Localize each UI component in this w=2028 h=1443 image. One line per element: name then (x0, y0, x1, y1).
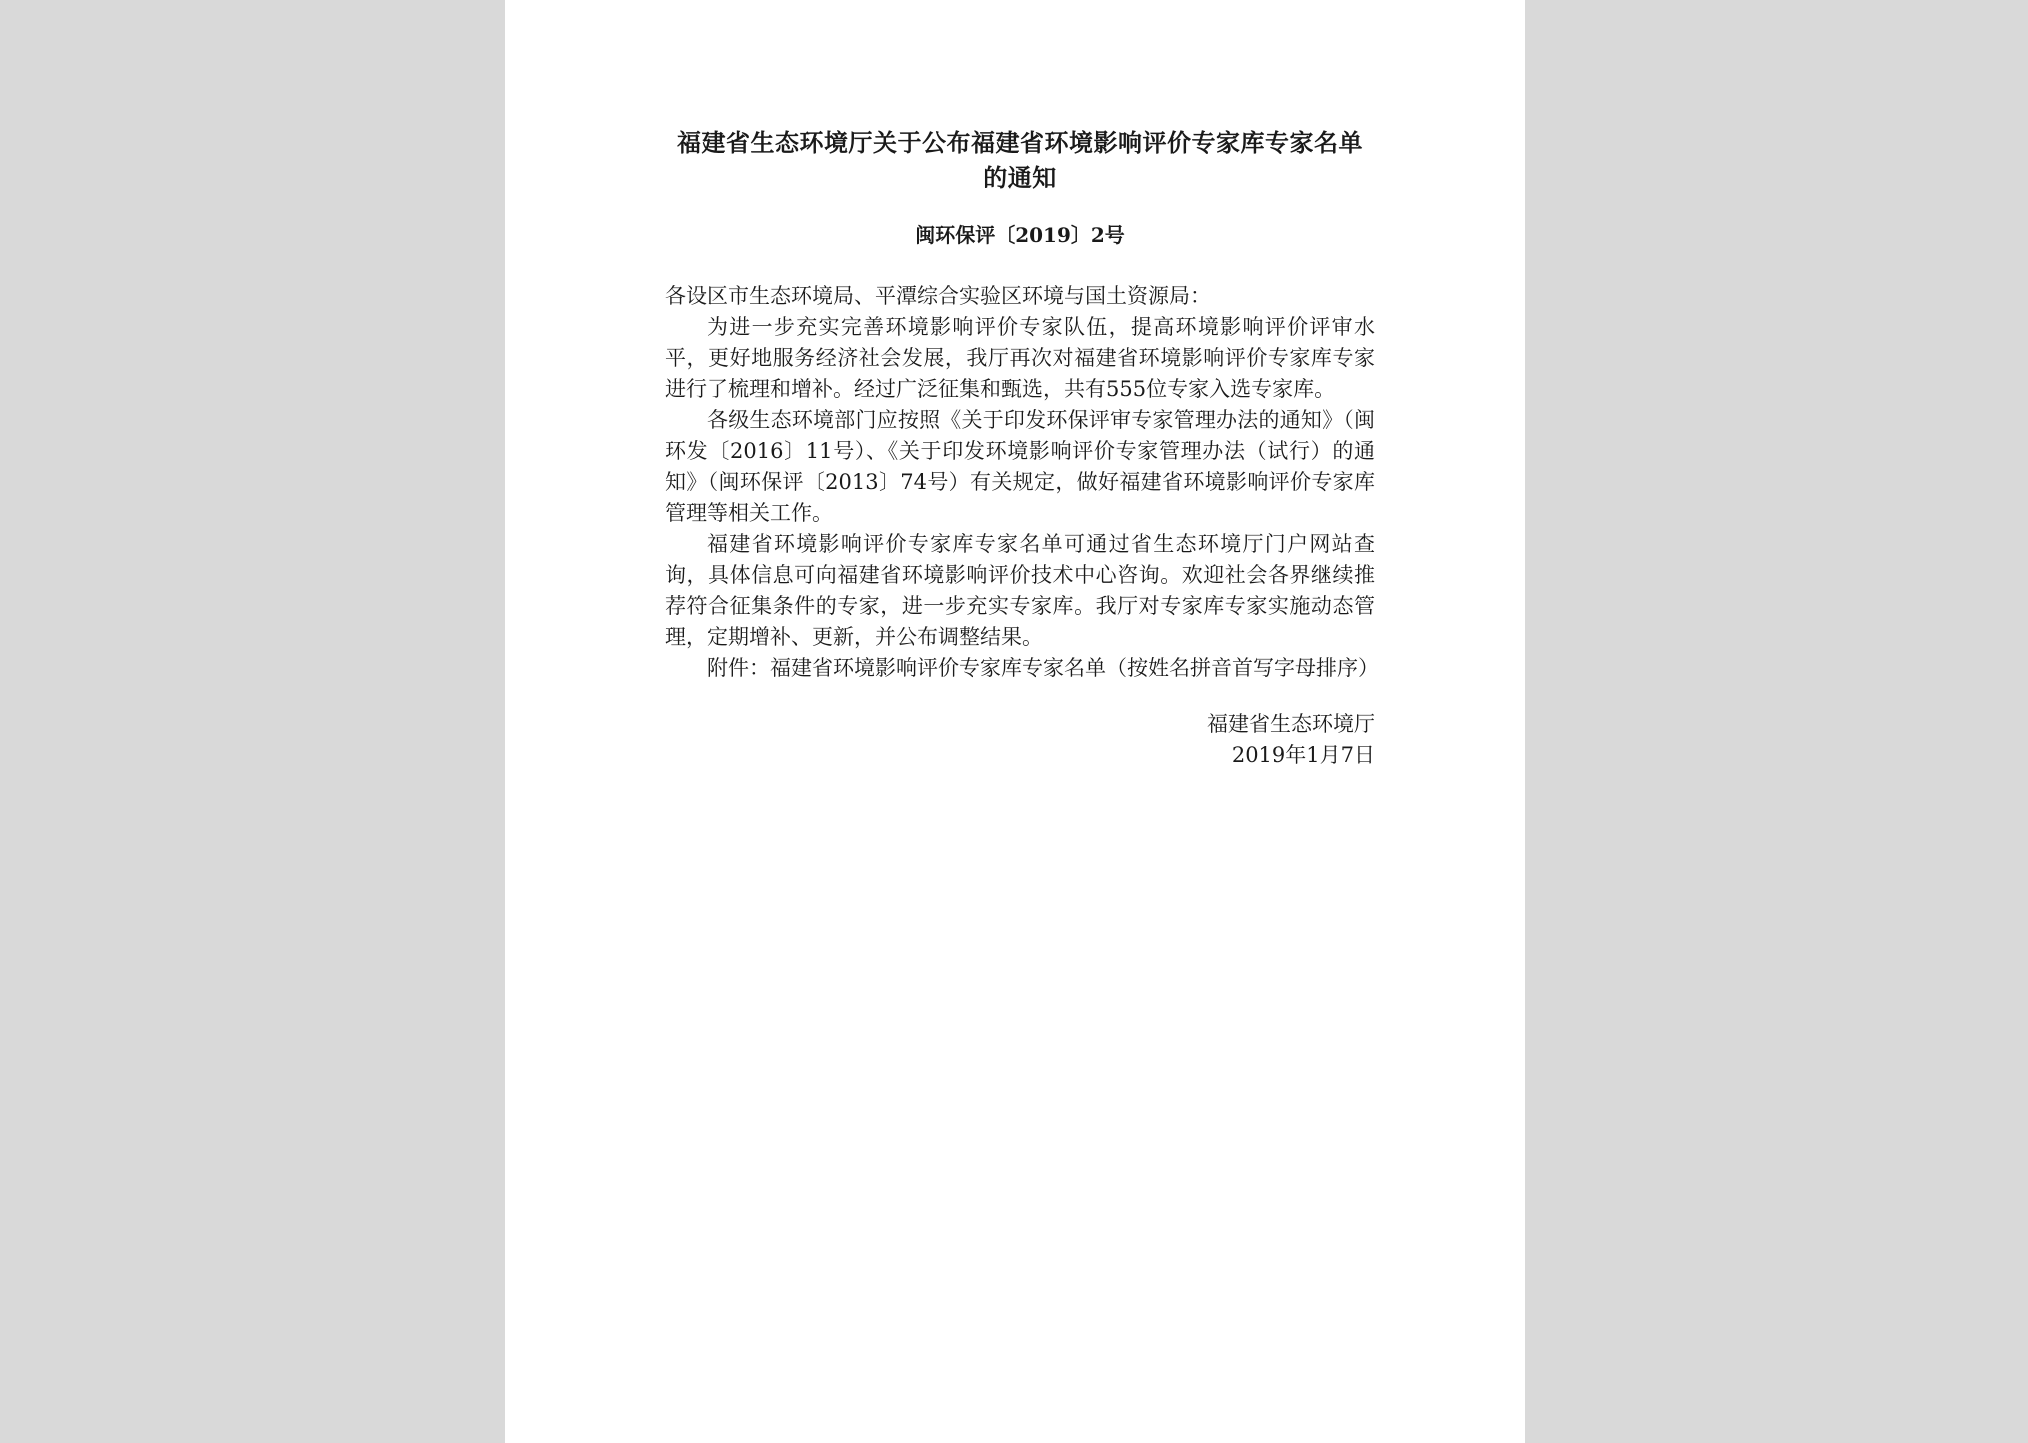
signature-block (665, 709, 1375, 771)
document-page (505, 0, 1525, 1443)
signature-date: 2019年1月7日 (1231, 743, 1375, 767)
attachment-note: 附件：福建省环境影响评价专家库专家名单（按姓名拼音首写字母排序） (707, 656, 1379, 680)
signature-org: 福建省生态环境厅 (1207, 712, 1375, 736)
body-paragraph: 为进一步充实完善环境影响评价专家队伍，提高环境影响评价评审水平，更好地服务经济社会发展，我厅再次对福建省环境影响评价专家库专家进行了梳理和增补。经过广泛征集和甄选，共有555位专家入选专家库。 (665, 315, 1375, 401)
document-title: 福建省生态环境厅关于公布福建省环境影响评价专家库专家名单的通知 (677, 128, 1363, 192)
document-content (665, 125, 1379, 771)
salutation: 各设区市生态环境局、平潭综合实验区环境与国土资源局： (665, 284, 1211, 308)
body-paragraph: 福建省环境影响评价专家库专家名单可通过省生态环境厅门户网站查询，具体信息可向福建省环境影响评价技术中心咨询。欢迎社会各界继续推荐符合征集条件的专家，进一步充实专家库。我厅对专家库专家实施动态管理，定期增补、更新，并公布调整结果。 (665, 532, 1375, 649)
document-number: 闽环保评〔2019〕2号 (915, 223, 1125, 247)
body-paragraph: 各级生态环境部门应按照《关于印发环保评审专家管理办法的通知》（闽环发〔2016〕11号）、《关于印发环境影响评价专家管理办法（试行）的通知》（闽环保评〔2013〕74号）有关规定，做好福建省环境影响评价专家库管理等相关工作。 (665, 408, 1375, 525)
